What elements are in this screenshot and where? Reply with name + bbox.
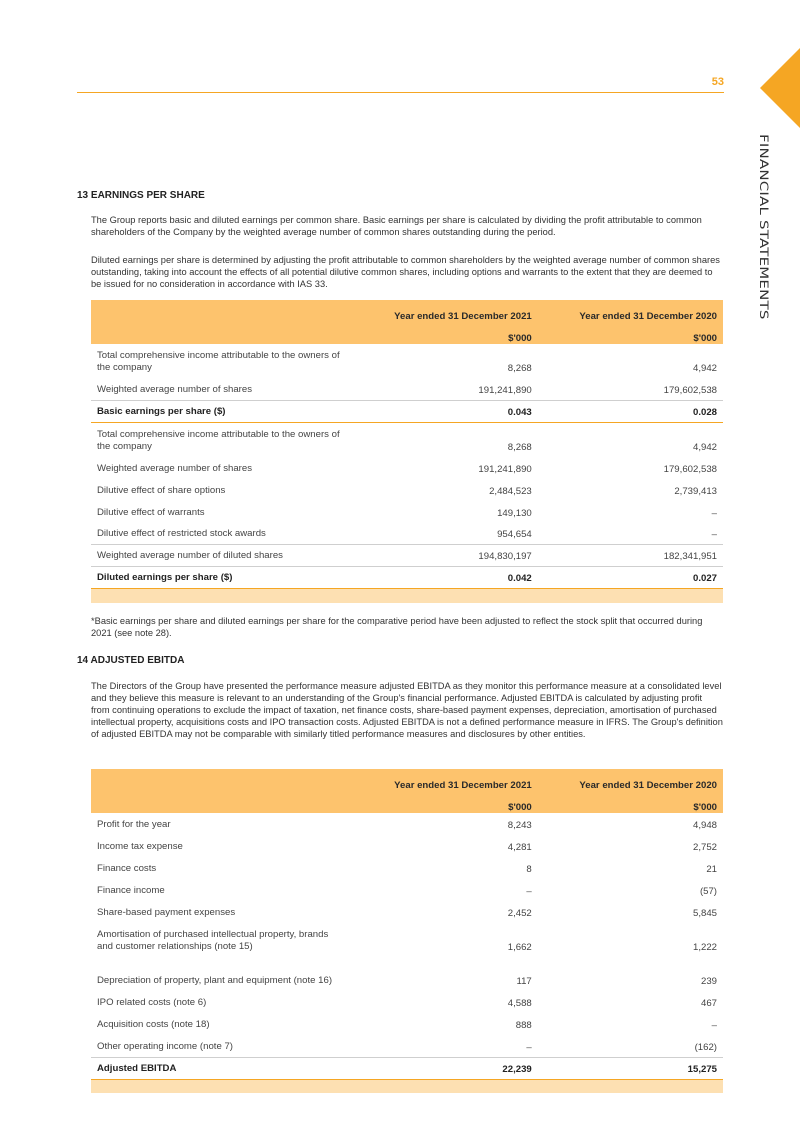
ebitda-table [91,769,723,1093]
eps-table [91,300,723,603]
row-value-2020: 4,948 [692,820,717,831]
ebitda-table-unit-row [91,791,723,813]
row-value-2021: – [526,886,532,897]
row-value-2021: 22,239 [353,1057,538,1079]
eps-footnote: *Basic earnings per share and diluted earnings per share for the comparative period have been adjusted to reflect the stock split that occurred during 2021 (see note 28). [91,616,703,638]
eps-header-blank [91,300,353,322]
footer-band-cell [91,1079,723,1093]
ebitda-unit-2020: $'000 [538,791,723,813]
table-row [91,1013,723,1035]
row-value-2020: – [711,507,717,519]
row-label: Weighted average number of diluted shares [91,545,353,567]
eps-heading: 13 EARNINGS PER SHARE [77,190,205,201]
eps-unit-blank [91,322,353,344]
table-row [91,523,723,545]
row-value-2020: 239 [700,976,717,987]
ebitda-unit-blank [91,791,353,813]
row-label: Total comprehensive income attributable to the owners of the company [97,350,340,373]
diluted-eps-row [91,567,723,589]
table-row [91,422,723,457]
row-value-2021: 117 [516,976,532,987]
row-label: Basic earnings per share ($) [91,400,353,422]
table-row [91,479,723,501]
row-value-2021: 191,241,890 [478,384,532,396]
row-value-2020: 4,942 [692,363,717,374]
ebitda-unit-2021: $'000 [353,791,538,813]
eps-unit-2020: $'000 [538,322,723,344]
row-label: Share-based payment expenses [97,907,236,918]
row-value-2020: – [711,1020,717,1031]
corner-tab-decoration [760,48,800,128]
ebitda-col-2020: Year ended 31 December 2020 [538,769,723,791]
eps-table-header-row [91,300,723,322]
row-value-2021: 8,268 [507,441,532,453]
row-value-2020: 5,845 [692,908,717,919]
table-row [91,879,723,901]
row-label: Income tax expense [97,841,183,852]
row-value-2020: 4,942 [692,441,717,453]
table-row [91,957,723,991]
row-label: Depreciation of property, plant and equipment (note 16) [97,975,333,986]
row-label: Dilutive effect of restricted stock awards [97,528,266,539]
row-value-2021: – [526,1041,532,1053]
row-label: Adjusted EBITDA [91,1057,353,1079]
ebitda-heading: 14 ADJUSTED EBITDA [77,655,185,666]
row-label: Dilutive effect of warrants [97,506,205,518]
table-row [91,901,723,923]
row-label: Finance costs [97,863,157,874]
ebitda-table-header-row [91,769,723,791]
page-number: 53 [711,76,724,88]
ebitda-table-footer-band [91,1079,723,1093]
row-value-2021: 1,662 [507,942,532,953]
table-row [91,835,723,857]
basic-eps-row [91,400,723,422]
eps-col-2021: Year ended 31 December 2021 [353,300,538,322]
row-label: Profit for the year [97,819,171,830]
row-value-2021: 0.043 [353,400,538,422]
row-value-2021: 4,281 [507,842,532,853]
row-value-2020: 182,341,951 [538,545,723,567]
row-value-2021: 8,243 [507,820,532,831]
row-value-2021: 149,130 [497,507,532,519]
table-row [91,857,723,879]
table-row [91,545,723,567]
table-row [91,923,723,957]
row-value-2020: (57) [699,886,717,897]
row-value-2021: 194,830,197 [353,545,538,567]
eps-paragraph-2: Diluted earnings per share is determined by adjusting the profit attributable to common shareholders by the weighted average number of common shares outstanding, taking into account the effects of all potential dilutive common shares, including options and warrants to the extent that they are deemed to be issued for no consideration in accordance with IAS 33. [91,255,720,289]
table-row [91,457,723,479]
row-value-2021: 888 [515,1020,532,1031]
row-value-2021: 8 [526,864,532,875]
row-value-2020: 467 [700,998,717,1009]
row-value-2020: 1,222 [692,942,717,953]
table-row [91,501,723,523]
adjusted-ebitda-row [91,1057,723,1079]
row-label: Weighted average number of shares [97,383,253,395]
row-label: Total comprehensive income attributable to the owners of the company [97,428,340,452]
row-label: Acquisition costs (note 18) [97,1019,210,1030]
row-value-2020: – [711,529,717,540]
row-value-2020: 179,602,538 [663,463,717,475]
eps-table-footer-band [91,589,723,603]
table-row [91,1035,723,1057]
row-label: Finance income [97,885,165,896]
ebitda-header-blank [91,769,353,791]
row-value-2020: 0.028 [538,400,723,422]
row-value-2021: 8,268 [507,363,532,374]
ebitda-paragraph: The Directors of the Group have presented the performance measure adjusted EBITDA as they monitor this performance measure at a consolidated level and they believe this measure is relevant to an understanding of the Group's financial performance. Adjusted EBITDA is calculated by adjusting profit from continuing operations to exclude the impact of taxation, net finance costs, share-based payment expenses, depreciation, amortisation of purchased intellectual property, acquisitions costs and IPO transaction costs. Adjusted EBITDA is not a defined performance measure in IFRS. The Group's definition of adjusted EBITDA may not be comparable with similarly titled performance measures and disclosures by other entities. [91,681,723,739]
row-value-2021: 4,588 [507,998,532,1009]
eps-unit-2021: $'000 [353,322,538,344]
table-row [91,344,723,378]
eps-table-unit-row [91,322,723,344]
row-value-2020: (162) [694,1041,717,1053]
row-label: Other operating income (note 7) [97,1040,233,1052]
row-label: Diluted earnings per share ($) [91,567,353,589]
row-value-2020: 2,739,413 [674,485,717,497]
eps-col-2020: Year ended 31 December 2020 [538,300,723,322]
table-row [91,378,723,400]
section-side-label: FINANCIAL STATEMENTS [757,134,772,320]
row-value-2021: 191,241,890 [478,463,532,475]
eps-paragraph-1: The Group reports basic and diluted earnings per common share. Basic earnings per share is calculated by dividing the profit attributable to common shareholders of the Company by the weighted average number of common shares outstanding during the period. [91,215,702,237]
row-value-2021: 2,484,523 [489,485,532,497]
row-value-2021: 954,654 [497,529,532,540]
footer-band-cell [91,589,723,603]
row-label: Weighted average number of shares [97,462,253,474]
row-label: Dilutive effect of share options [97,484,226,496]
row-value-2020: 15,275 [538,1057,723,1079]
row-label: Amortisation of purchased intellectual property, brands and customer relationships (note 15) [97,929,329,952]
row-label: IPO related costs (note 6) [97,997,207,1008]
row-value-2021: 2,452 [507,908,532,919]
row-value-2020: 21 [706,864,717,875]
header-rule [77,92,724,93]
table-row [91,991,723,1013]
row-value-2020: 2,752 [692,842,717,853]
row-value-2021: 0.042 [353,567,538,589]
table-row [91,813,723,835]
row-value-2020: 179,602,538 [663,384,717,396]
ebitda-col-2021: Year ended 31 December 2021 [353,769,538,791]
row-value-2020: 0.027 [538,567,723,589]
